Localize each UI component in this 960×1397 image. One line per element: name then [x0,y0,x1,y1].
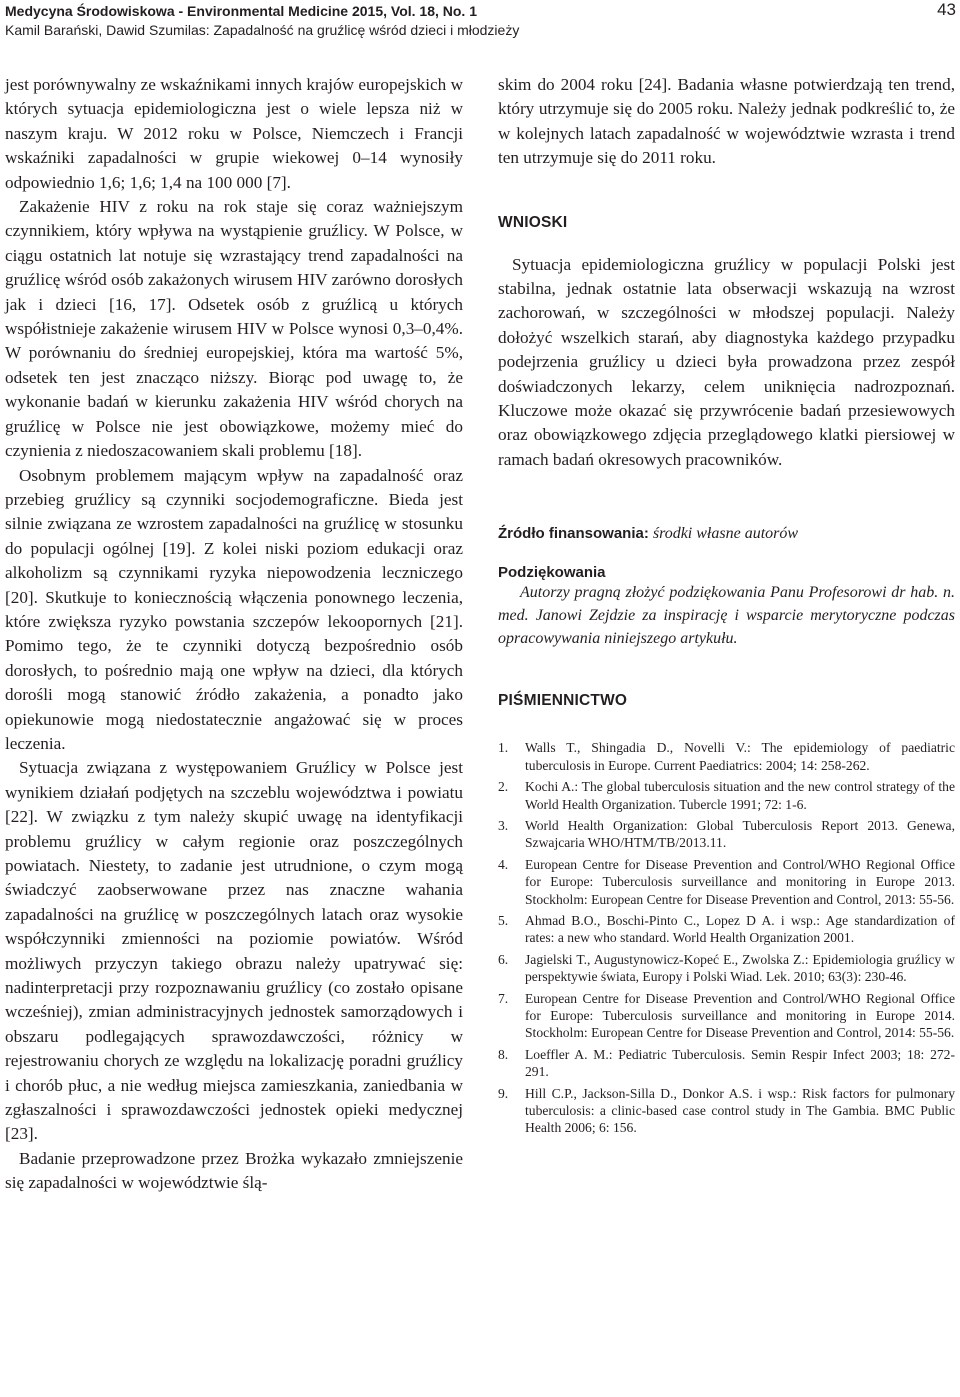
reference-number: 1. [498,740,509,756]
reference-text: World Health Organization: Global Tuberculosis Report 2013. Genewa, Szwajcaria WHO/HTM/TB/2013.11. [525,817,955,851]
reference-text: Loeffler A. M.: Pediatric Tuberculosis. Semin Respir Infect 2003; 18: 272-291. [525,1046,955,1080]
paragraph-1: jest porównywalny ze wskaźnikami innych krajów europejskich w których sytuacja epidemiologiczna jest o wiele lepsza niż w naszym kraju. W 2012 roku w Polsce, Niemczech i Francji wskaźniki zapadalności w grupie wiekowej 0–14 wynosiły odpowiednio 1,6; 1,6; 1,4 na 100 000 [7]. [5,75,463,192]
reference-text: Kochi A.: The global tuberculosis situation and the new control strategy of the World Health Organization. Tubercle 1991; 72: 1-6. [525,779,955,812]
reference-item [498,778,955,813]
article-authors-title: Kamil Barański, Dawid Szumilas: Zapadalność na gruźlicę wśród dzieci i młodzieży [5,22,520,38]
paragraph-2: Zakażenie HIV z roku na rok staje się coraz ważniejszym czynnikiem, który wpływa na wystąpienie gruźlicy. W Polsce, w ciągu ostatnich lat notuje się wzrastający trend zapadalności na gruźlicę wśród osób zakażonych wirusem HIV zarówno dorosłych jak i dzieci [16, 17]. Odsetek osób z gruźlicą u których współistnieje zakażenie wirusem HIV w Polsce wynosi 0,3–0,4%. W porównaniu do średniej europejskiej, która ma wartość 5%, odsetek ten jest znacząco niższy. Biorąc pod uwagę to, że wykonanie badań w kierunku zakażenia HIV wśród chorych na gruźlicę w Polsce nie jest obowiązkowe, możemy mieć do czynienia z niedoszacowaniem skali problemu [18]. [5,197,463,461]
paragraph-5: Badanie przeprowadzone przez Brożka wykazało zmniejszenie się zapadalności w województwie ślą- [5,1148,463,1193]
conclusions-text: Sytuacja epidemiologiczna gruźlicy w populacji Polski jest stabilna, jednak ostatnie lata obserwacji wskazują na wzrost zachorowań, w szczególności w młodszej populacji. Należy dołożyć wszelkich starań, aby diagnostyka każdego przypadku podejrzenia gruźlicy u dzieci była prowadzona przez zespół doświadczonych lekarzy, celem uniknięcia nadrozpoznań. Kluczowe może okazać się przywrócenie badań przesiewowych oraz obowiązkowego zdjęcia przeglądowego klatki piersiowej w ramach badań okresowych pracowników. [498,254,955,469]
reference-number: 2. [498,779,509,795]
reference-item [498,1085,955,1137]
reference-item [498,951,955,986]
funding-value: środki własne autorów [652,525,799,543]
paragraph-3: Osobnym problemem mającym wpływ na zapadalność oraz przebieg gruźlicy są czynniki socjodemograficzne. Bieda jest silnie związana ze wzrostem zapadalności na gruźlicę w stosunku do populacji ogólnej [19]. Z kolei niski poziom edukacji oraz alkoholizm są czynnikami ryzyka niepowodzenia leczniczego [20]. Skutkuje to koniecznością włączenia ponownego leczenia, które zwiększa ryzyko powstania szczepów lekoopornych [21]. Pomimo tego, że te czynniki dotyczą bezpośrednio osób dorosłych, to pośrednio mają one wpływ na dzieci, dla których dorośli mogą stanowić źródło zakażenia, a ponadto jako opiekunowie mogą niedostatecznie angażować się w proces leczenia. [5,465,463,753]
conclusions-heading: WNIOSKI [498,213,568,231]
reference-number: 5. [498,912,509,928]
references-heading: PIŚMIENNICTWO [498,692,628,710]
reference-item [498,1046,955,1081]
reference-text: Ahmad B.O., Boschi-Pinto C., Lopez D A. i wsp.: Age standardization of rates: a new who standard. World Health Organization 2001. [525,912,955,946]
paragraph-4: Sytuacja związana z występowaniem Gruźlicy w Polsce jest wynikiem działań podjętych na szczeblu województwa i powiatu [22]. W związku z tym należy skupić uwagę na identyfikacji problemu gruźlicy w całym regionie oraz poszczególnych powiatach. Niestety, to zadanie jest utrudnione, o czym mogą świadczyć zaobserwowane przez nas znaczne wahania zapadalności na gruźlicę w poszczególnych latach oraz wysokie współczynniki zmienności na poziomie powiatów. Wśród możliwych przyczyn takiego obrazu należy upatrywać się: nadinterpretacji przy rozpoznawaniu gruźlicy (co zostało opisane wcześniej), zmian administracyjnych jednostek samorządowych i obszaru podlegających sprawozdawczości, różnicy w rejestrowaniu chorych ze względu na lokalizację poradni gruźlicy i chorób płuc, a nie według miejsca zamieszkania, zaniedbania w zgłaszalności i sprawozdawczości jednostek opieki medycznej [23]. [5,758,463,1144]
left-column [5,73,463,1196]
acknowledgements-text: Autorzy pragną złożyć podziękowania Panu Profesorowi dr hab. n. med. Janowi Zejdzie za inspirację i wsparcie merytoryczne podczas opracowywania niniejszego artykułu. [498,584,955,648]
reference-text: European Centre for Disease Prevention and Control/WHO Regional Office for Europe: Tuberculosis surveillance and monitoring in Europe 2013. Stockholm: European Centre for Disease Prevention and Control, 2013: 55-56. [525,856,955,907]
funding-label: Źródło finansowania: [498,525,649,543]
reference-number: 6. [498,951,509,967]
reference-item [498,912,955,947]
reference-number: 8. [498,1046,509,1062]
reference-item [498,990,955,1042]
reference-item [498,856,955,908]
funding-line [498,522,955,546]
reference-item [498,817,955,852]
reference-text: Hill C.P., Jackson-Silla D., Donkor A.S. i wsp.: Risk factors for pulmonary tuberculosis: a clinic-based case control study in The Gambia. BMC Public Health 2006; 6: 156. [525,1085,955,1136]
reference-number: 4. [498,856,509,872]
reference-text: Jagielski T., Augustynowicz-Kopeć E., Zwolska Z.: Epidemiologia gruźlicy w perspektywie świata, Europy i Polski Wiad. Lek. 2010; 63(3): 230-46. [525,951,955,985]
reference-text: European Centre for Disease Prevention and Control/WHO Regional Office for Europe: Tuberculosis surveillance and monitoring in Europe 2014. Stockholm: European Centre for Disease Prevention and Control, 2014: 55-56. [525,990,955,1041]
page-number: 43 [937,0,956,19]
journal-title: Medycyna Środowiskowa - Environmental Medicine 2015, Vol. 18, No. 1 [5,3,477,19]
right-column [498,73,955,1141]
reference-item [498,739,955,774]
references-list [498,739,955,1137]
reference-number: 7. [498,990,509,1006]
reference-text: Walls T., Shingadia D., Novelli V.: The epidemiology of paediatric tuberculosis in Europe. Current Paediatrics: 2004; 14: 258-262. [525,740,955,773]
reference-number: 3. [498,817,509,833]
running-head [5,2,955,39]
reference-number: 9. [498,1085,509,1101]
acknowledgements-title: Podziękowania [498,564,606,582]
paragraph-continuation: skim do 2004 roku [24]. Badania własne potwierdzają ten trend, który utrzymuje się do 2005 roku. Należy jednak podkreślić to, że w kolejnych latach zapadalność w województwie wzrasta i trend ten utrzymuje się do 2011 roku. [498,75,955,168]
